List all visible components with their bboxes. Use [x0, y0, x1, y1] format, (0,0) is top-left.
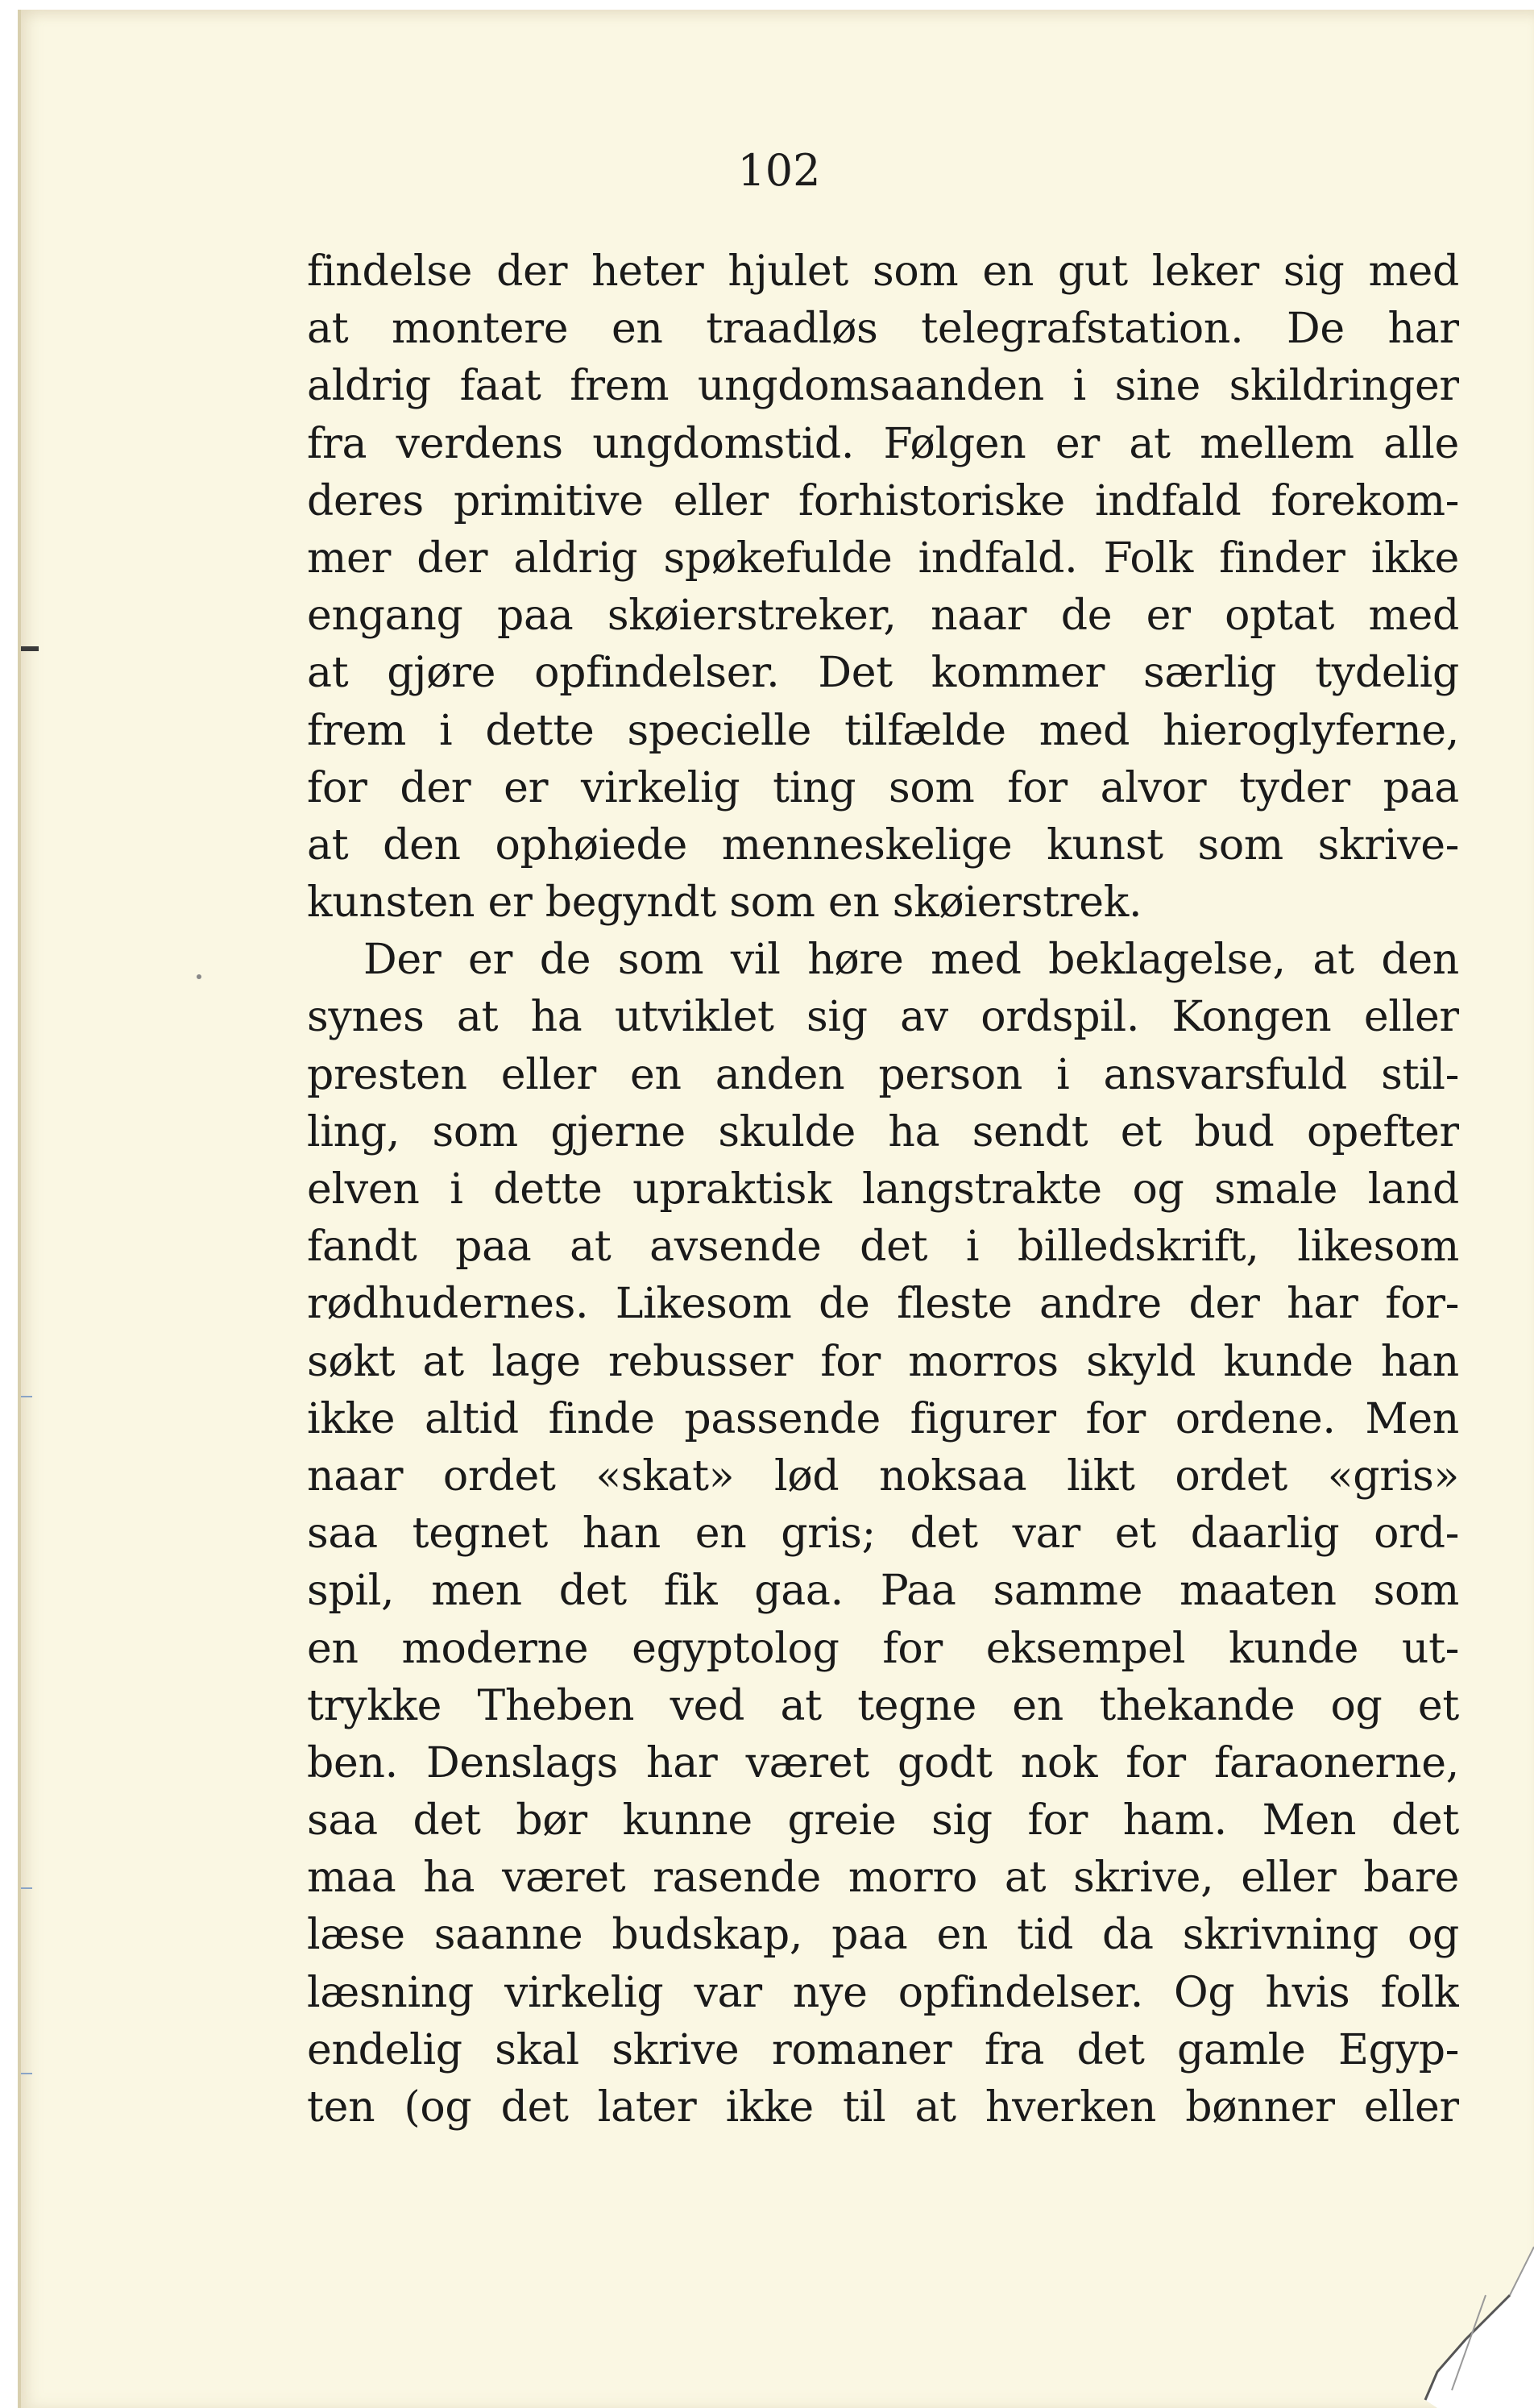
torn-corner	[1389, 2198, 1534, 2408]
text-line: saa tegnet han en gris; det var et daarlig ord-	[307, 1509, 1459, 1559]
stray-ink-dot	[197, 974, 201, 979]
text-line: elven i dette upraktisk langstrakte og smale land	[307, 1165, 1459, 1214]
text-line: kunsten er begyndt som en skøierstrek.	[307, 878, 1142, 928]
text-line: for der er virkelig ting som for alvor tyder paa	[307, 763, 1459, 812]
binding-tick	[21, 1887, 32, 1889]
page-number: 102	[737, 145, 821, 196]
text-line: ikke altid finde passende figurer for ordene. Men	[307, 1394, 1459, 1443]
text-line: læsning virkelig var nye opfindelser. Og hvis folk	[307, 1968, 1459, 2017]
paragraph-first-line: Der er de som vil høre med beklagelse, at den	[363, 936, 1459, 985]
text-line: at montere en traadløs telegrafstation. De har	[307, 305, 1459, 354]
body-text	[307, 243, 1459, 2136]
binding-tick	[21, 2073, 32, 2074]
text-line: at den ophøiede menneskelige kunst som skrive-	[307, 820, 1459, 870]
text-line: findelse der heter hjulet som en gut leker sig med	[307, 247, 1459, 296]
paper-sheet	[18, 10, 1534, 2408]
binding-mark	[21, 646, 39, 651]
text-line: søkt at lage rebusser for morros skyld kunde han	[307, 1337, 1459, 1386]
text-line: ben. Denslags har været godt nok for faraonerne,	[307, 1738, 1459, 1787]
text-line: engang paa skøierstreker, naar de er optat med	[307, 592, 1459, 641]
text-line: fandt paa at avsende det i billedskrift, likesom	[307, 1223, 1459, 1272]
text-line: synes at ha utviklet sig av ordspil. Kongen eller	[307, 993, 1459, 1042]
text-line: naar ordet «skat» lød noksaa likt ordet «gris»	[307, 1451, 1459, 1501]
text-line: presten eller en anden person i ansvarsfuld stil-	[307, 1050, 1459, 1099]
text-line: ling, som gjerne skulde ha sendt et bud opefter	[307, 1107, 1459, 1156]
text-line: trykke Theben ved at tegne en thekande og et	[307, 1681, 1459, 1730]
text-line: rødhudernes. Likesom de fleste andre der har for-	[307, 1280, 1459, 1329]
text-line: frem i dette specielle tilfælde med hieroglyferne,	[307, 706, 1459, 755]
text-line: aldrig faat frem ungdomsaanden i sine skildringer	[307, 362, 1459, 411]
text-line: saa det bør kunne greie sig for ham. Men det	[307, 1796, 1459, 1845]
text-line: maa ha været rasende morro at skrive, eller bare	[307, 1854, 1459, 1903]
text-line: endelig skal skrive romaner fra det gamle Egyp-	[307, 2025, 1459, 2074]
text-line: mer der aldrig spøkefulde indfald. Folk finder ikke	[307, 533, 1459, 583]
text-line: fra verdens ungdomstid. Følgen er at mellem alle	[307, 419, 1459, 468]
text-line: spil, men det fik gaa. Paa samme maaten som	[307, 1567, 1459, 1616]
text-line: deres primitive eller forhistoriske indfald forekom-	[307, 476, 1459, 525]
binding-tick	[21, 1396, 32, 1397]
text-line: ten (og det later ikke til at hverken bønner eller	[307, 2083, 1459, 2132]
text-line: at gjøre opfindelser. Det kommer særlig tydelig	[307, 649, 1459, 698]
text-line: en moderne egyptolog for eksempel kunde ut-	[307, 1624, 1459, 1673]
text-line: læse saanne budskap, paa en tid da skrivning og	[307, 1911, 1459, 1960]
